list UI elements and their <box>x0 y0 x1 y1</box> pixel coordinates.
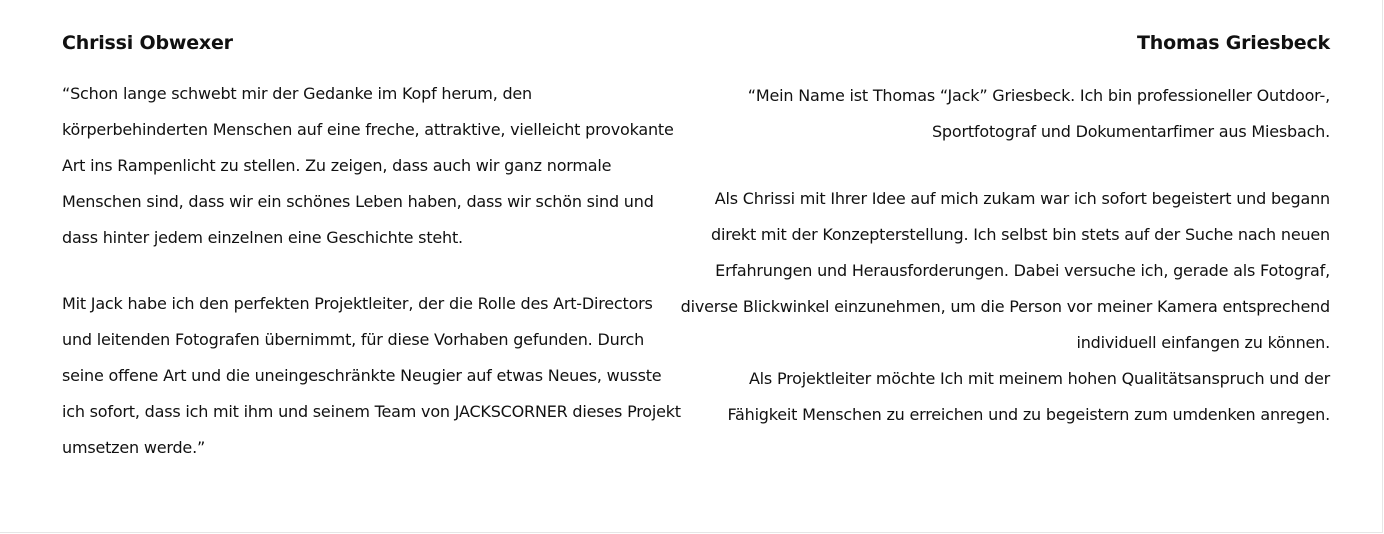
quote-paragraph: “Mein Name ist Thomas “Jack” Griesbeck. Ich bin professioneller Outdoor-, Sportfotograf und Dokumentarfimer aus Miesbach. <box>747 86 1330 141</box>
quote-paragraph: Als Projektleiter möchte Ich mit meinem hohen Qualitätsanspruch und der Fähigkeit Menschen zu erreichen und zu begeistern zum umdenken anregen. <box>727 369 1330 424</box>
quote-paragraph: Mit Jack habe ich den perfekten Projektleiter, der die Rolle des Art-Directors und leitenden Fotografen übernimmt, für diese Vorhaben gefunden. Durch seine offene Art und die uneingeschränkte Neugier auf etwas Neues, wusste ich sofort, dass ich mit ihm und seinem Team von JACKSCORNER dieses Projekt umsetzen werde.” <box>62 294 681 457</box>
testimonial-chrissi-obwexer <box>62 30 682 466</box>
quote-paragraph: Als Chrissi mit Ihrer Idee auf mich zukam war ich sofort begeistert und begann direkt mit der Konzepterstellung. Ich selbst bin stets auf der Suche nach neuen Erfahrungen und Herausforderungen. Dabei versuche ich, gerade als Fotograf, diverse Blickwinkel einzunehmen, um die Person vor meiner Kamera entsprechend individuell einfangen zu können. <box>680 189 1330 352</box>
author-name: Chrissi Obwexer <box>62 32 233 54</box>
testimonial-thomas-griesbeck <box>680 30 1330 433</box>
paragraph-spacer <box>62 256 682 286</box>
paragraph-spacer <box>680 150 1330 181</box>
quote-paragraph: “Schon lange schwebt mir der Gedanke im Kopf herum, den körperbehinderten Menschen auf eine freche, attraktive, vielleicht provokante Art ins Rampenlicht zu stellen. Zu zeigen, dass auch wir ganz normale Menschen sind, dass wir ein schönes Leben haben, dass wir schön sind und dass hinter jedem einzelnen eine Geschichte steht. <box>62 84 674 247</box>
author-name: Thomas Griesbeck <box>1137 32 1330 54</box>
